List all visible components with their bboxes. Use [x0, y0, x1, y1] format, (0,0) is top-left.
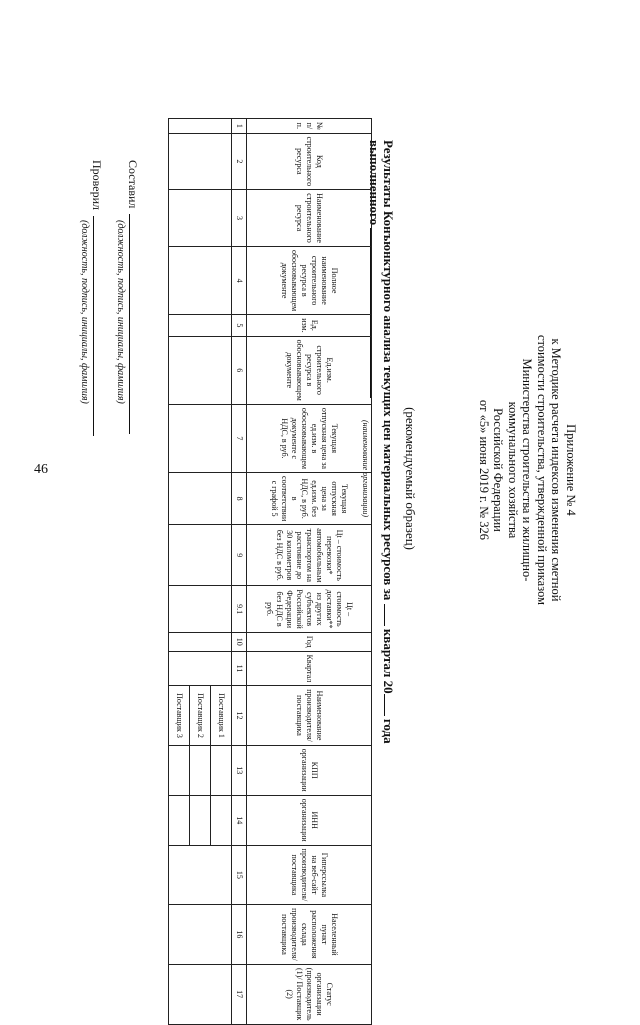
- title-part2: квартал 20: [381, 628, 396, 694]
- number-cell: 6: [232, 336, 247, 404]
- header-cell: ИНН организации: [247, 795, 372, 845]
- empty-cell: [169, 190, 232, 247]
- empty-cell: [169, 119, 232, 134]
- checked-label: Проверил: [90, 160, 104, 210]
- header-cell: Статус организации (производитель (1)/ Поставщик (2): [247, 964, 372, 1024]
- document-title: [380, 140, 396, 744]
- number-cell: 9.1: [232, 586, 247, 632]
- appendix-line: к Методике расчета индексов изменения сметной: [549, 338, 564, 602]
- supplier-cell: Поставщик 3: [169, 686, 190, 746]
- number-cell: 12: [232, 686, 247, 746]
- number-cell: 10: [232, 632, 247, 651]
- compiled-caption: (должность, подпись, инициалы, фамилия): [115, 220, 126, 404]
- header-cell: Наименование строительного ресурса: [247, 190, 372, 247]
- appendix-line: Министерства строительства и жилищно-: [520, 358, 535, 582]
- number-cell: 1: [232, 119, 247, 134]
- header-cell: Ед.изм. строительного ресурса в обосновывающем документе: [247, 336, 372, 404]
- number-cell: 16: [232, 905, 247, 965]
- compiled-label: Составил: [126, 160, 140, 209]
- empty-cell: [169, 246, 232, 314]
- header-cell: Текущая отпускная цена за ед.изм. без НДС, в руб. в соответствии с графой 5: [247, 473, 372, 525]
- empty-cell: [211, 795, 232, 845]
- empty-cell: [169, 473, 232, 525]
- quarter-blank: [384, 604, 395, 626]
- number-cell: 2: [232, 133, 247, 189]
- year-blank: [384, 694, 395, 716]
- header-cell: Ед. изм.: [247, 315, 372, 336]
- header-cell: Гиперссылка на веб-сайт производителя/ поставщика: [247, 845, 372, 905]
- appendix-line: от «5» июня 2019 г. № 326: [477, 399, 491, 540]
- number-cell: 14: [232, 795, 247, 845]
- page-number: 46: [34, 462, 48, 477]
- empty-cell: [169, 525, 232, 586]
- empty-cell: [169, 964, 232, 1024]
- header-cell: Год: [247, 632, 372, 651]
- header-cell: Цt – стоимость доставки** из других субъектов Российской Федерации без НДС в руб.: [247, 586, 372, 632]
- table-row: [211, 119, 232, 1025]
- appendix-line: коммунального хозяйства: [506, 401, 520, 539]
- appendix-line: стоимости строительства, утвержденной приказом: [535, 334, 549, 605]
- empty-cell: [169, 586, 232, 632]
- header-cell: КПП организации: [247, 745, 372, 795]
- header-cell: Цt – стоимость перевозки* автомобильным транспортом на расстояние до 30 километров без НДС в руб.: [247, 525, 372, 586]
- signature-line: [93, 216, 104, 436]
- supplier-cell: Поставщик 1: [211, 686, 232, 746]
- number-cell: 9: [232, 525, 247, 586]
- recommended-note: (рекомендуемый образец): [403, 407, 418, 550]
- number-cell: 15: [232, 845, 247, 905]
- checked-caption: (должность, подпись, инициалы, фамилия): [79, 220, 90, 404]
- empty-cell: [169, 651, 232, 686]
- number-cell: 3: [232, 190, 247, 247]
- empty-cell: [190, 795, 211, 845]
- empty-cell: [169, 133, 232, 189]
- header-cell: Квартал: [247, 651, 372, 686]
- empty-cell: [211, 745, 232, 795]
- header-cell: Населенный пункт расположения склада производителя/ поставщика: [247, 905, 372, 965]
- number-cell: 7: [232, 404, 247, 472]
- number-cell: 11: [232, 651, 247, 686]
- header-cell: № п/п.: [247, 119, 372, 134]
- compiled-signature: [125, 160, 140, 434]
- empty-cell: [169, 745, 190, 795]
- number-cell: 13: [232, 745, 247, 795]
- appendix-line: Российской Федерации: [491, 408, 506, 532]
- title-part4: выполненного: [367, 140, 382, 226]
- empty-cell: [169, 632, 232, 651]
- empty-cell: [169, 905, 232, 965]
- number-cell: 5: [232, 315, 247, 336]
- organization-note: (наименование организации): [361, 420, 370, 518]
- checked-signature: [89, 160, 104, 436]
- appendix-block: [477, 335, 579, 605]
- signature-line: [129, 214, 140, 434]
- empty-cell: [190, 745, 211, 795]
- header-cell: Полное наименование строительного ресурса в обосновывающем документе: [247, 246, 372, 314]
- title-part3: года: [381, 718, 396, 744]
- header-cell: Код строительного ресурса: [247, 133, 372, 189]
- number-row: [232, 119, 247, 1025]
- number-cell: 17: [232, 964, 247, 1024]
- number-cell: 8: [232, 473, 247, 525]
- title-part1: Результаты Конъюнктурного анализа текущих цен материальных ресурсов за: [381, 140, 396, 601]
- header-cell: Наименование производителя/ поставщика: [247, 686, 372, 746]
- empty-cell: [169, 795, 190, 845]
- header-row: [247, 119, 372, 1025]
- empty-cell: [169, 404, 232, 472]
- empty-cell: [169, 845, 232, 905]
- supplier-cell: Поставщик 2: [190, 686, 211, 746]
- resources-table: [168, 118, 372, 1025]
- number-cell: 4: [232, 246, 247, 314]
- empty-cell: [169, 336, 232, 404]
- empty-cell: [169, 315, 232, 336]
- appendix-line: Приложение № 4: [564, 424, 578, 516]
- header-cell: Текущая отпускная цена за ед.изм. в обосновывающем документе с НДС, в руб.: [247, 404, 372, 472]
